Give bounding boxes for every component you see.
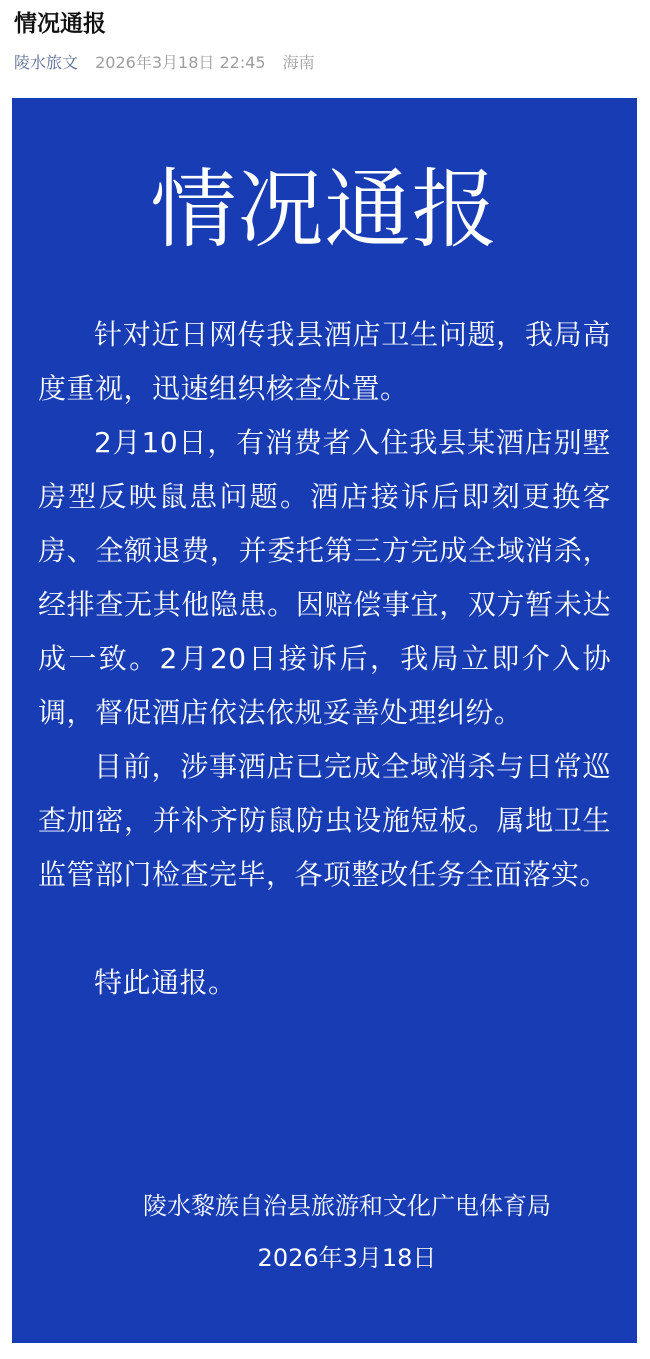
notice-paragraph: 2月10日，有消费者入住我县某酒店别墅房型反映鼠患问题。酒店接诉后即刻更换客房、全额退费，并委托第三方完成全域消杀，经排查无其他隐患。因赔偿事宜，双方暂未达成一致。2月20日接诉后，我局立即介入协调，督促酒店依法依规妥善处理纠纷。 bbox=[38, 425, 611, 729]
article-header bbox=[0, 0, 650, 73]
article-meta bbox=[14, 53, 636, 74]
author-link[interactable]: 陵水旅文 bbox=[14, 52, 79, 72]
notice-paragraph: 针对近日网传我县酒店卫生问题，我局高度重视，迅速组织核查处置。 bbox=[38, 317, 611, 405]
article-title: 情况通报 bbox=[14, 11, 106, 37]
signature-block bbox=[38, 1180, 611, 1284]
publish-location: 海南 bbox=[282, 52, 315, 72]
notice-heading: 情况通报 bbox=[150, 160, 499, 261]
signature-date: 2026年3月18日 bbox=[257, 1243, 437, 1272]
notice-paragraph: 目前，涉事酒店已完成全域消杀与日常巡查加密，并补齐防鼠防虫设施短板。属地卫生监管部门检查完毕，各项整改任务全面落实。 bbox=[38, 749, 611, 891]
signature-agency: 陵水黎族自治县旅游和文化广电体育局 bbox=[143, 1191, 551, 1220]
publish-datetime: 2026年3月18日 22:45 bbox=[95, 52, 266, 72]
notice-body bbox=[38, 308, 611, 1010]
notice-closing: 特此通报。 bbox=[94, 965, 237, 999]
notice-image[interactable] bbox=[12, 98, 637, 1343]
